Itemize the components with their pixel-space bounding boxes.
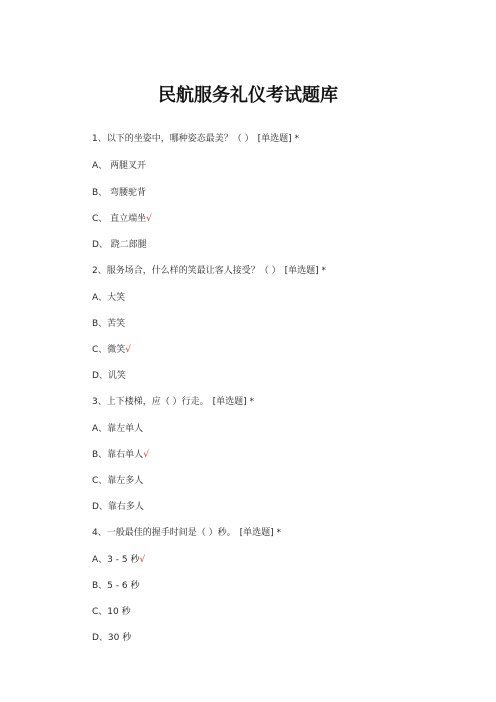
- question-3-option-b: B、靠右单人√: [92, 450, 149, 460]
- question-2-option-d: D、讥笑: [92, 371, 126, 381]
- question-3-option-c: C、靠左多人: [92, 476, 144, 486]
- question-2-option-a: A、大笑: [92, 293, 126, 303]
- page-title: 民航服务礼仪考试题库: [158, 85, 338, 106]
- correct-check-icon: √: [146, 214, 152, 224]
- question-3-option-a: A、靠左单人: [92, 424, 144, 434]
- question-2-stem: 2、服务场合，什么样的笑最让客人接受？（ ） [单选题] *: [92, 266, 326, 276]
- question-1-option-b: B、 弯腰驼背: [92, 188, 147, 198]
- question-1-option-a: A、 两腿叉开: [92, 161, 147, 171]
- question-type-tag: [单选题] *: [284, 266, 326, 276]
- question-4-option-a: A、3 - 5 秒√: [92, 555, 146, 565]
- question-type-tag: [单选题] *: [239, 528, 281, 538]
- question-1-option-c: C、 直立端坐√: [92, 214, 152, 224]
- question-1-option-d: D、 跷二郎腿: [92, 240, 147, 250]
- question-4-stem: 4、一般最佳的握手时间是（ ）秒。 [单选题] *: [92, 528, 281, 538]
- correct-check-icon: √: [143, 450, 149, 460]
- question-type-tag: [单选题] *: [257, 134, 299, 144]
- question-3-stem: 3、上下楼梯，应（ ）行走。 [单选题] *: [92, 397, 254, 407]
- question-1-stem: 1、以下的坐姿中，哪种姿态最美？（ ） [单选题] *: [92, 134, 299, 144]
- question-2-option-c: C、微笑√: [92, 345, 132, 355]
- correct-check-icon: √: [139, 555, 146, 565]
- correct-check-icon: √: [125, 345, 132, 355]
- question-2-option-b: B、苦笑: [92, 319, 126, 329]
- question-type-tag: [单选题] *: [212, 397, 254, 407]
- question-3-option-d: D、靠右多人: [92, 502, 144, 512]
- question-4-option-c: C、10 秒: [92, 607, 131, 617]
- question-4-option-b: B、5 - 6 秒: [92, 581, 140, 591]
- question-4-option-d: D、30 秒: [92, 633, 132, 643]
